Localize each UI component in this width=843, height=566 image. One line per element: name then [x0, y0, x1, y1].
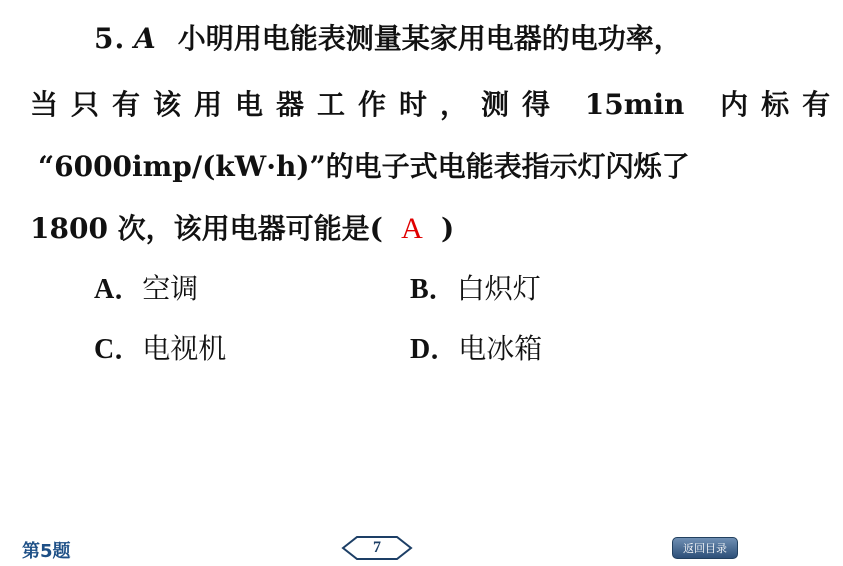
option-c[interactable] — [94, 332, 226, 367]
option-a[interactable] — [94, 272, 198, 307]
option-letter: D． — [410, 334, 459, 365]
question-text-4: 1800 次，该用电器可能是( — [30, 212, 383, 245]
page-number-badge — [341, 535, 413, 561]
question-text-2-tail: 内标有 — [720, 88, 843, 121]
question-text-1: 小明用电能表测量某家用电器的电功率， — [177, 22, 682, 55]
option-letter: A． — [94, 274, 143, 305]
time-value: 15min — [584, 88, 685, 121]
question-line-1: 5. A 小明用电能表测量某家用电器的电功率， — [94, 22, 682, 55]
question-text-2: 当只有该用电器工作时，测得 — [30, 88, 564, 121]
question-line-2 — [30, 88, 843, 122]
question-index-label[interactable]: 第5题 — [22, 541, 71, 562]
option-letter: C． — [94, 334, 143, 365]
option-letter: B． — [410, 274, 457, 305]
option-text: 白炽灯 — [456, 272, 541, 305]
answer-mark: A — [401, 212, 423, 245]
question-text-3: “6000imp/(kW·h)”的电子式电能表指示灯闪烁了 — [38, 150, 690, 183]
option-text: 空调 — [142, 272, 199, 305]
option-text: 电冰箱 — [458, 332, 543, 365]
question-number: 5 — [94, 22, 115, 55]
question-line-4 — [30, 212, 454, 246]
difficulty-level: A — [133, 22, 156, 55]
page-number: 7 — [373, 539, 381, 556]
question-text-4-end: ) — [440, 212, 455, 245]
option-b[interactable] — [410, 272, 541, 307]
option-d[interactable] — [410, 332, 542, 367]
question-line-3 — [38, 150, 690, 184]
option-text: 电视机 — [142, 332, 227, 365]
back-to-contents-button[interactable]: 返回目录 — [672, 537, 738, 559]
